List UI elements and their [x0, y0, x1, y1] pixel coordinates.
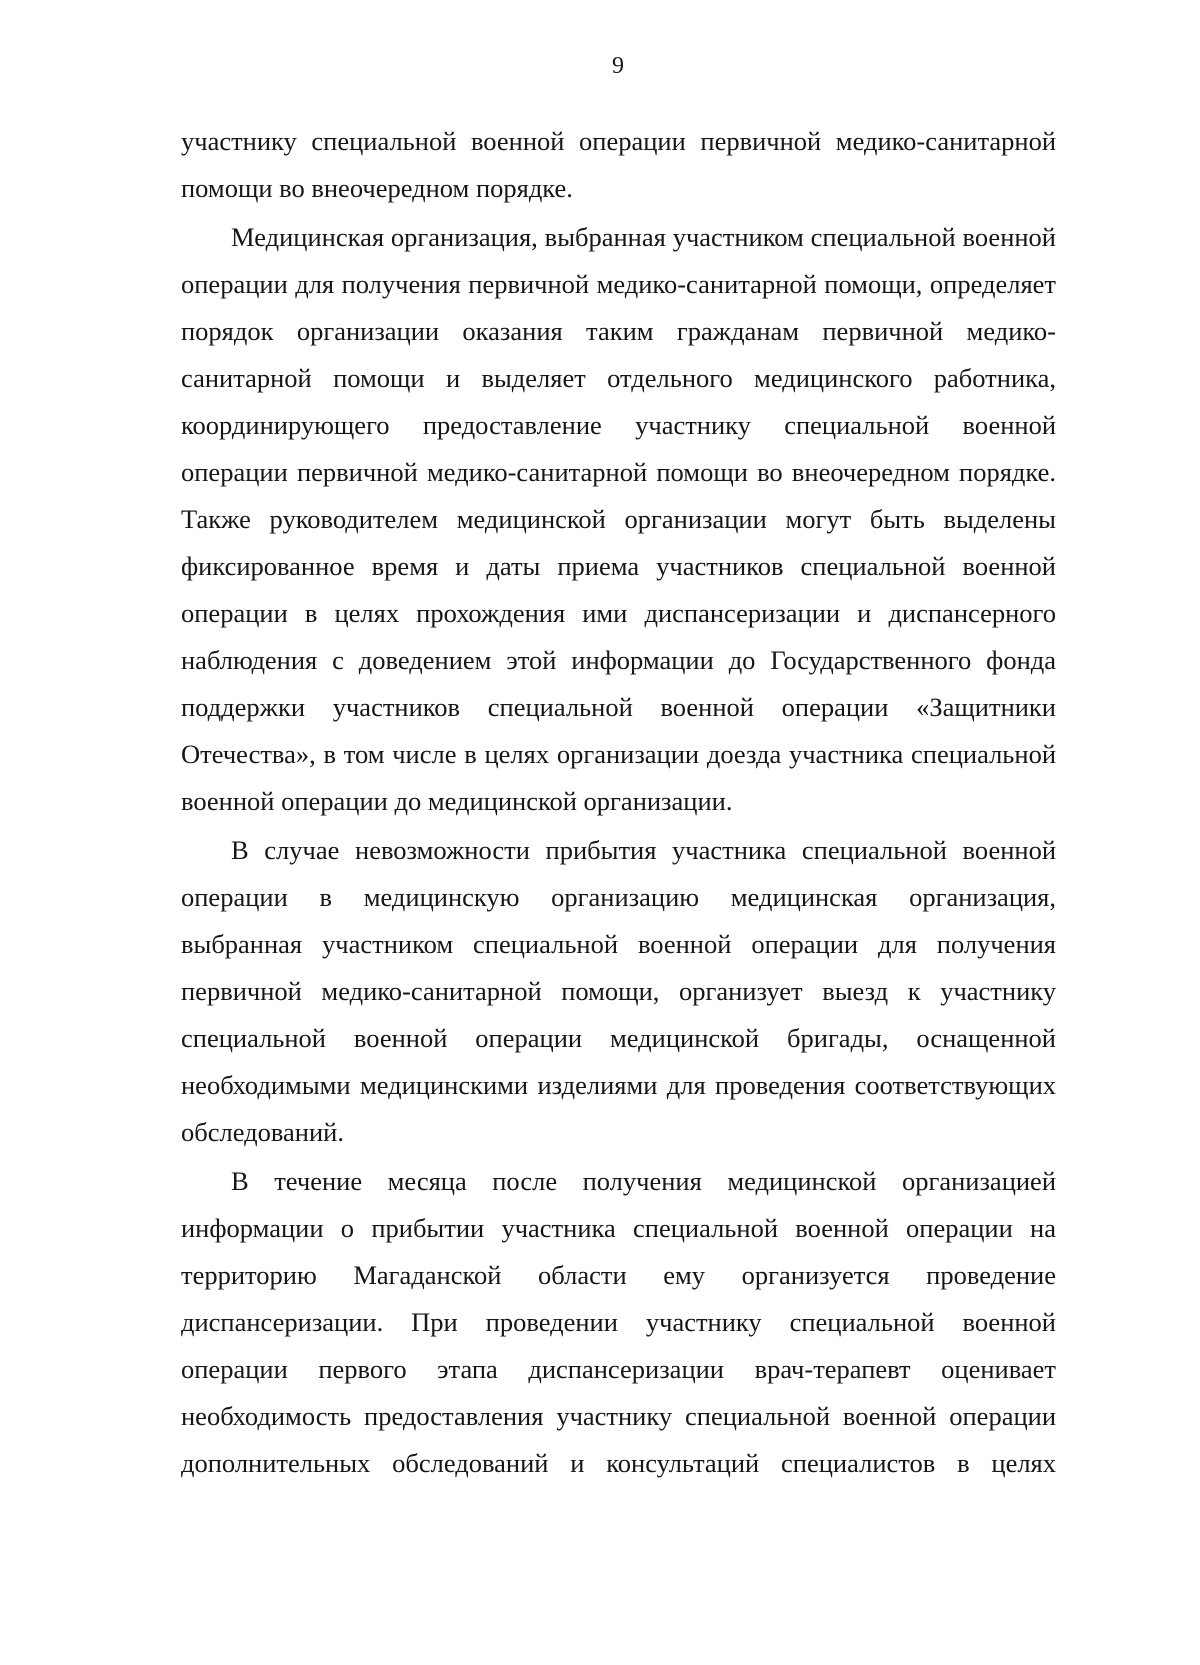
document-body [181, 118, 1056, 1487]
paragraph-medical-organization: Медицинская организация, выбранная участником специальной военной операции для получения первичной медико-санитарной помощи, определяет порядок организации оказания таким гражданам первичной медико-санитарной помощи и выделяет отдельного медицинского работника, координирующего предоставление участнику специальной военной операции первичной медико-санитарной помощи во внеочередном порядке. Также руководителем медицинской организации могут быть выделены фиксированное время и даты приема участников специальной военной операции в целях прохождения ими диспансеризации и диспансерного наблюдения с доведением этой информации до Государственного фонда поддержки участников специальной военной операции «Защитники Отечества», в том числе в целях организации доезда участника специальной военной операции до медицинской организации. [181, 222, 1056, 816]
paragraph-unable-to-arrive: В случае невозможности прибытия участника специальной военной операции в медицинскую организацию медицинская организация, выбранная участником специальной военной операции для получения первичной медико-санитарной помощи, организует выезд к участнику специальной военной операции медицинской бригады, оснащенной необходимыми медицинскими изделиями для проведения соответствующих обследований. [181, 835, 1056, 1147]
paragraph-dispensary-exam: В течение месяца после получения медицинской организацией информации о прибытии участника специальной военной операции на территорию Магаданской области ему организуется проведение диспансеризации. При проведении участнику специальной военной операции первого этапа диспансеризации врач-терапевт оценивает необходимость предоставления участнику специальной военной операции дополнительных обследований и консультаций специалистов в целях [181, 1166, 1056, 1478]
paragraph-continuation: участнику специальной военной операции первичной медико-санитарной помощи во внеочередном порядке. [181, 126, 1056, 203]
page-number: 9 [612, 53, 624, 79]
